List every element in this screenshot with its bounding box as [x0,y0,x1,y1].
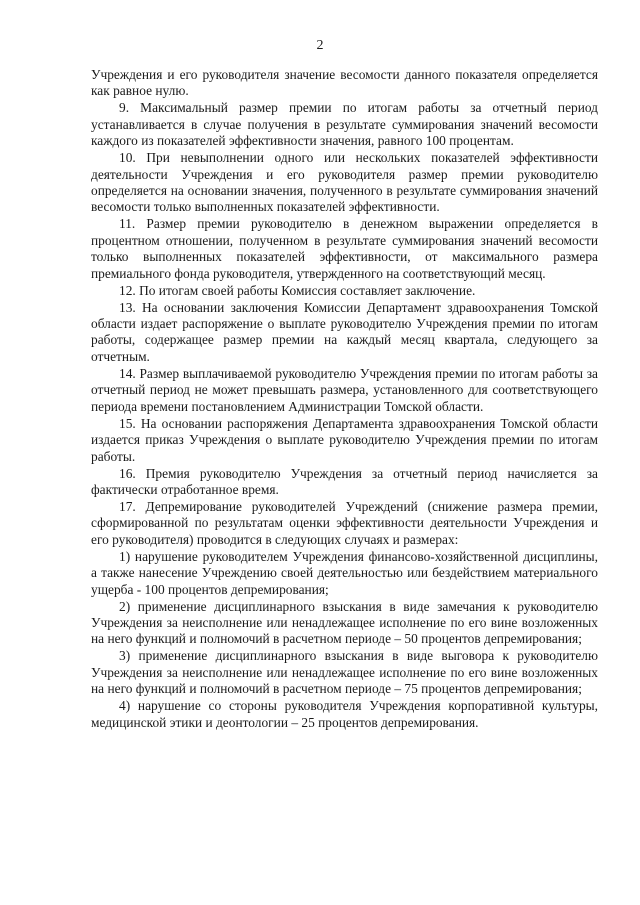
paragraph-11: 11. Размер премии руководителю в денежном выражении определяется в процентном отношении, полученном в результате суммирования значений весомости только выполненных показателей эффективности, от максимального размера премиального фонда руководителя, утвержденного на соответствующий месяц. [91,216,598,281]
list-item-2: 2) применение дисциплинарного взыскания в виде замечания к руководителю Учреждения за неисполнение или ненадлежащее исполнение по его вине возложенных на него функций и полномочий в расчетном периоде – 50 процентов депремирования; [91,598,598,647]
page-number: 2 [316,38,324,53]
paragraph-13: 13. На основании заключения Комиссии Департамент здравоохранения Томской области издает распоряжение о выплате руководителю Учреждения премии по итогам работы, содержащее размер премии на каждый месяц квартала, следующего за отчетным. [91,299,598,364]
paragraph-14: 14. Размер выплачиваемой руководителю Учреждения премии по итогам работы за отчетный период не может превышать размера, установленного для соответствующего периода времени постановлением Администрации Томской области. [91,365,598,414]
list-item-1: 1) нарушение руководителем Учреждения финансово-хозяйственной дисциплины, а также нанесение Учреждению своей деятельностью или бездействием материального ущерба - 100 процентов депремирования; [91,548,598,597]
list-item-3: 3) применение дисциплинарного взыскания в виде выговора к руководителю Учреждения за неисполнение или ненадлежащее исполнение по его вине возложенных на него функций и полномочий в расчетном периоде – 75 процентов депремирования; [91,648,598,697]
paragraph-16: 16. Премия руководителю Учреждения за отчетный период начисляется за фактически отработанное время. [91,465,598,497]
paragraph-12: 12. По итогам своей работы Комиссия составляет заключение. [119,282,476,298]
paragraph-continuation: Учреждения и его руководителя значение весомости данного показателя определяется как равное нулю. [91,67,598,99]
paragraph-9: 9. Максимальный размер премии по итогам работы за отчетный период устанавливается в случае получения в результате суммирования значений весомости каждого из показателей эффективности значения, равного 100 процентам. [91,100,598,149]
list-item-4: 4) нарушение со стороны руководителя Учреждения корпоративной культуры, медицинской этики и деонтологии – 25 процентов депремирования. [91,698,598,730]
paragraph-15: 15. На основании распоряжения Департамента здравоохранения Томской области издается приказ Учреждения о выплате руководителю Учреждения премии по итогам работы. [91,415,598,464]
document-body [91,67,598,732]
paragraph-10: 10. При невыполнении одного или нескольких показателей эффективности деятельности Учреждения и его руководителя размер премии руководителю определяется на основании значения, полученного в результате суммирования значений весомости только выполненных показателей эффективности. [91,150,598,215]
paragraph-17: 17. Депремирование руководителей Учреждений (снижение размера премии, сформированной по результатам оценки эффективности деятельности Учреждения и его руководителя) проводится в следующих случаях и размерах: [91,498,598,547]
